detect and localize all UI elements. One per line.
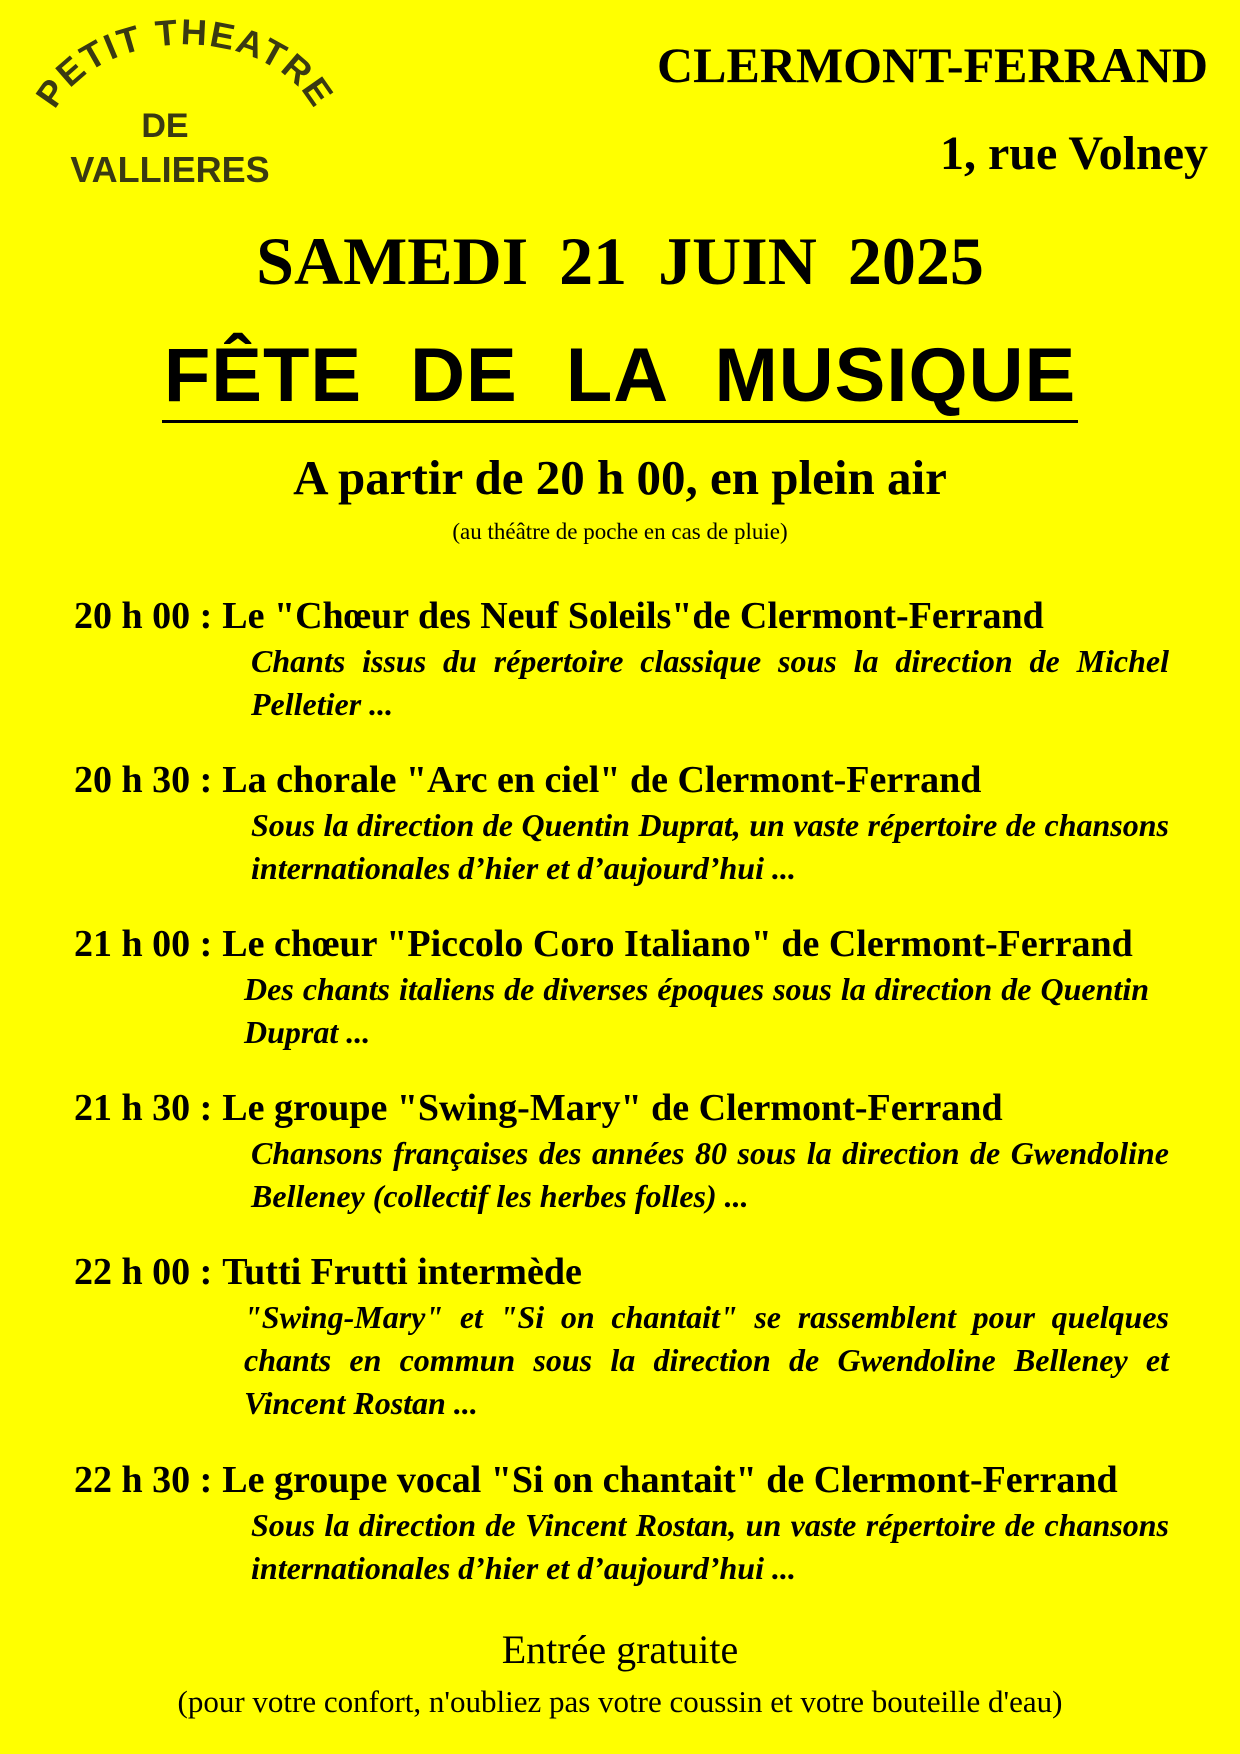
comfort-note: (pour votre confort, n'oubliez pas votre coussin et votre bouteille d'eau) bbox=[177, 1684, 1063, 1719]
street-address: 1, rue Volney bbox=[939, 127, 1208, 180]
logo-graphic bbox=[25, 11, 345, 207]
event-title-text: FÊTE DE LA MUSIQUE bbox=[162, 336, 1078, 423]
program-description: Chants issus du répertoire classique sous la direction de Michel Pelletier ... bbox=[251, 642, 1169, 722]
program-description: Sous la direction de Quentin Duprat, un vaste répertoire de chansons internationales d’hier et d’aujourd’hui ... bbox=[251, 806, 1169, 886]
program-time: 22 h 30 : bbox=[74, 1459, 213, 1501]
program-title: Le chœur "Piccolo Coro Italiano" de Clermont-Ferrand bbox=[222, 923, 1133, 965]
program-time: 20 h 30 : bbox=[74, 759, 213, 801]
program-entry-header bbox=[74, 924, 1184, 966]
program-entry-header bbox=[74, 760, 1184, 802]
program-entry-header bbox=[74, 1252, 1184, 1294]
program-entry bbox=[74, 596, 1184, 726]
city-name: CLERMONT-FERRAND bbox=[657, 37, 1208, 93]
program-entry bbox=[74, 924, 1184, 1054]
program-entry bbox=[74, 1088, 1184, 1218]
theatre-logo bbox=[25, 11, 345, 207]
event-title bbox=[0, 333, 1240, 423]
program-description: Sous la direction de Vincent Rostan, un vaste répertoire de chansons internationales d’hier et d’aujourd’hui ... bbox=[251, 1506, 1169, 1586]
free-entry-note: Entrée gratuite bbox=[501, 1627, 739, 1672]
event-date: SAMEDI 21 JUIN 2025 bbox=[256, 223, 984, 299]
start-time: A partir de 20 h 00, en plein air bbox=[293, 450, 947, 505]
program-title: Tutti Frutti intermède bbox=[222, 1251, 582, 1293]
program-time: 22 h 00 : bbox=[74, 1251, 213, 1293]
program-title: Le "Chœur des Neuf Soleils"de Clermont-Ferrand bbox=[222, 595, 1044, 637]
program-description: Chansons françaises des années 80 sous la direction de Gwendoline Belleney (collectif les herbes folles) ... bbox=[251, 1134, 1169, 1214]
program-title: La chorale "Arc en ciel" de Clermont-Ferrand bbox=[222, 759, 982, 801]
logo-de: DE bbox=[141, 107, 189, 145]
program-title: Le groupe vocal "Si on chantait" de Clermont-Ferrand bbox=[222, 1459, 1118, 1501]
program-time: 20 h 00 : bbox=[74, 595, 213, 637]
program-description: "Swing-Mary" et "Si on chantait" se rassemblent pour quelques chants en commun sous la direction de Gwendoline Belleney et Vincent Rostan ... bbox=[244, 1298, 1169, 1421]
program-title: Le groupe "Swing-Mary" de Clermont-Ferrand bbox=[222, 1087, 1003, 1129]
logo-arc-text: PETIT THEATRE bbox=[27, 11, 343, 115]
logo-name: VALLIERES bbox=[70, 149, 270, 190]
program-entry-header bbox=[74, 596, 1184, 638]
program-entry-header bbox=[74, 1088, 1184, 1130]
program-entry bbox=[74, 760, 1184, 890]
rain-note: (au théâtre de poche en cas de pluie) bbox=[452, 519, 788, 544]
program-entry bbox=[74, 1252, 1184, 1425]
program-time: 21 h 30 : bbox=[74, 1087, 213, 1129]
program-description: Des chants italiens de diverses époques sous la direction de Quentin Duprat ... bbox=[244, 970, 1149, 1050]
program-time: 21 h 00 : bbox=[74, 923, 213, 965]
program-entry bbox=[74, 1460, 1184, 1590]
program-entry-header bbox=[74, 1460, 1184, 1502]
